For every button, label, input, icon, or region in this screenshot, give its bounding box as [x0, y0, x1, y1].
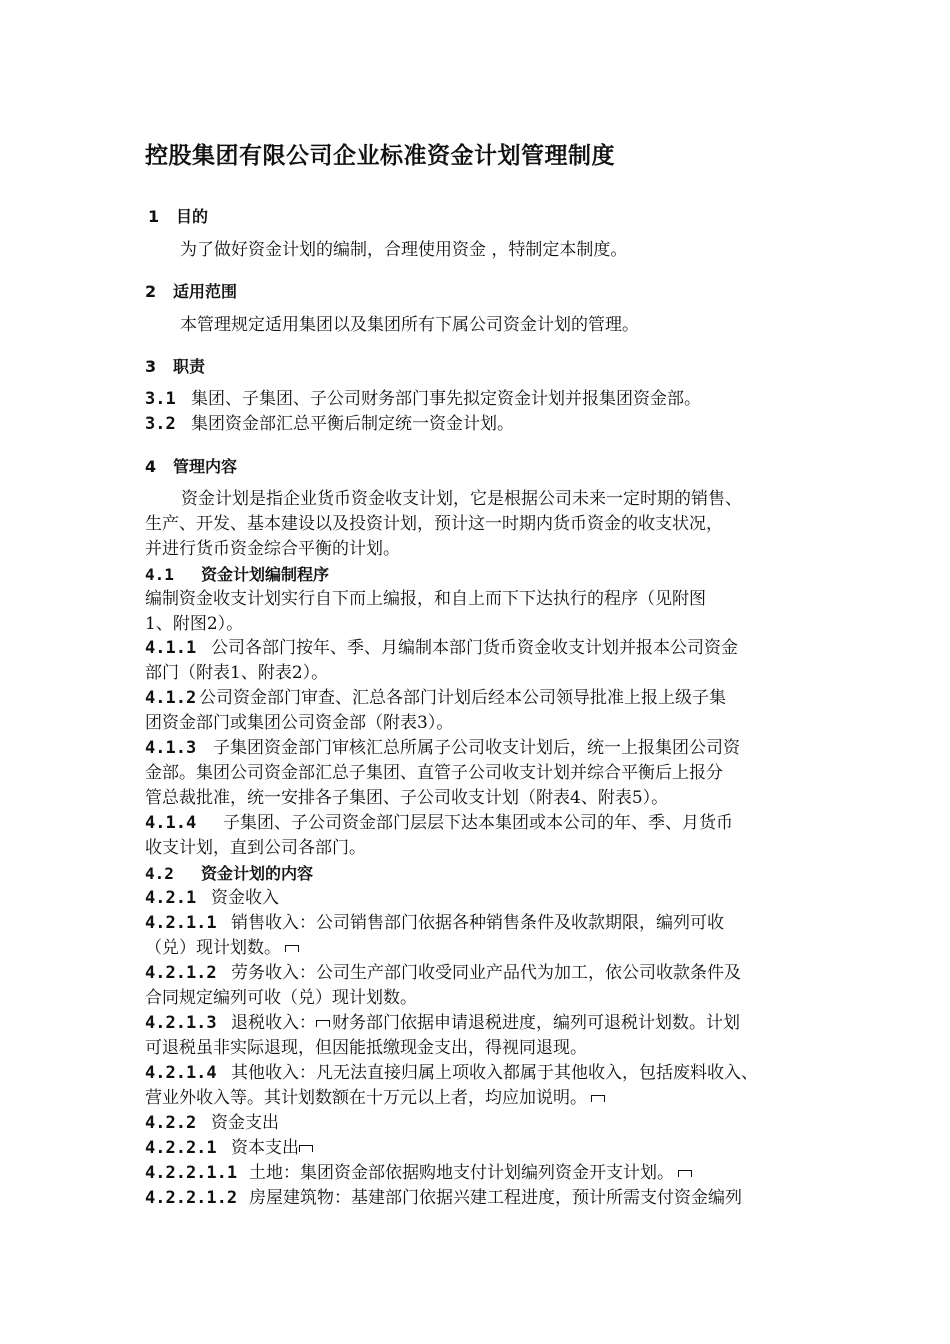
item-3-2: 3.2 集团资金部汇总平衡后制定统一资金计划。 — [145, 414, 514, 434]
edit-mark-icon — [285, 945, 299, 952]
item-4-2-2-1-2: 4.2.2.1.2 房屋建筑物：基建部门依据兴建工程进度，预计所需支付资金编列 — [145, 1188, 742, 1208]
edit-mark-icon — [316, 1020, 330, 1027]
section-4-2-heading: 4.2 资金计划的内容 — [145, 864, 314, 883]
edit-mark-icon — [299, 1145, 313, 1152]
item-4-2-1-3: 4.2.1.3 退税收入： 财务部门依据申请退税进度，编列可退税计划数。计划 可退税虽非实际退现，但因能抵缴现金支出，得视同退现。 — [145, 1013, 740, 1058]
edit-mark-icon — [678, 1170, 692, 1177]
section-4-2-2-heading: 4.2.2 资金支出 — [145, 1113, 279, 1133]
section-1-body: 为了做好资金计划的编制，合理使用资金 ，特制定本制度。 — [180, 240, 628, 260]
section-1-heading: 1 目的 — [148, 207, 209, 226]
item-4-1-4: 4.1.4 子集团、子公司资金部门层层下达本集团或本公司的年、季、月货币 收支计划，直到公司各部门。 — [145, 813, 733, 858]
item-4-2-1-4: 4.2.1.4 其他收入：凡无法直接归属上项收入都属于其他收入，包括废料收入、 营业外收入等。其计划数额在十万元以上者，均应加说明。 — [145, 1063, 758, 1108]
item-4-2-1-1: 4.2.1.1 销售收入：公司销售部门依据各种销售条件及收款期限，编列可收 （兑）现计划数。 — [145, 913, 724, 958]
section-4-intro: 资金计划是指企业货币资金收支计划，它是根据公司未来一定时期的销售、 生产、开发、基本建设以及投资计划，预计这一时期内货币资金的收支状况， 并进行货币资金综合平衡的计划。 — [145, 489, 742, 559]
section-4-1-body: 编制资金收支计划实行自下而上编报，和自上而下下达执行的程序（见附图 1、附图2）。 — [145, 589, 706, 634]
section-2-body: 本管理规定适用集团以及集团所有下属公司资金计划的管理。 — [180, 315, 639, 335]
item-4-2-1-2: 4.2.1.2 劳务收入：公司生产部门收受同业产品代为加工，依公司收款条件及 合同规定编列可收（兑）现计划数。 — [145, 963, 741, 1008]
item-4-1-2: 4.1.2 公司资金部门审查、汇总各部门计划后经本公司领导批准上报上级子集 团资金部门或集团公司资金部（附表3）。 — [145, 688, 726, 733]
section-4-1-heading: 4.1 资金计划编制程序 — [145, 565, 330, 584]
section-2-heading: 2 适用范围 — [145, 282, 238, 301]
section-3-heading: 3 职责 — [145, 357, 206, 376]
item-4-1-3: 4.1.3 子集团资金部门审核汇总所属子公司收支计划后，统一上报集团公司资 金部。集团公司资金部汇总子集团、直管子公司收支计划并综合平衡后上报分 管总裁批准，统一安排各子集团、子公司收支计划（附表4、附表5）。 — [145, 738, 740, 808]
section-4-heading: 4 管理内容 — [145, 457, 238, 476]
item-3-1: 3.1 集团、子集团、子公司财务部门事先拟定资金计划并报集团资金部。 — [145, 389, 701, 409]
item-4-1-1: 4.1.1 公司各部门按年、季、月编制本部门货币资金收支计划并报本公司资金 部门（附表1、附表2）。 — [145, 638, 738, 683]
document-title: 控股集团有限公司企业标准资金计划管理制度 — [145, 143, 615, 169]
item-4-2-2-1-1: 4.2.2.1.1 土地：集团资金部依据购地支付计划编列资金开支计划。 — [145, 1161, 817, 1186]
section-4-2-1-heading: 4.2.1 资金收入 — [145, 888, 279, 908]
item-4-2-2-1: 4.2.2.1 资本支出 — [145, 1136, 817, 1161]
edit-mark-icon — [591, 1095, 605, 1102]
